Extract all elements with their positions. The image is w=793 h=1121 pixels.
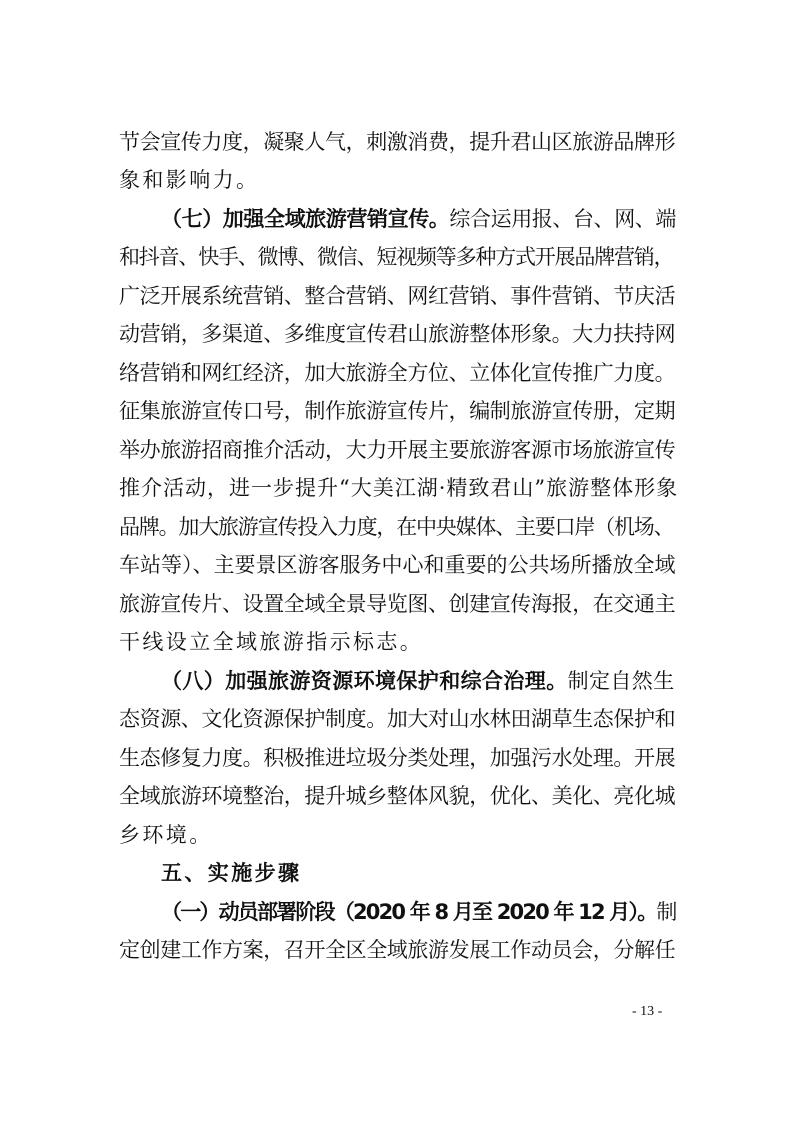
paragraph-line: 车站等）、主要景区游客服务中心和重要的公共场所播放全域 xyxy=(119,553,676,577)
section-8-text: 制定自然生 xyxy=(567,669,675,693)
subsection-1-text: 制 xyxy=(656,900,676,924)
section-7-first-line xyxy=(161,205,676,233)
paragraph-line: 旅游宣传片、设置全域全景导览图、创建宣传海报，在交通主 xyxy=(119,592,676,616)
section-7-heading: （七）加强全域旅游营销宣传。 xyxy=(161,207,450,231)
page-number: - 13 - xyxy=(632,1004,663,1019)
paragraph-line: 和抖音、快手、微博、微信、短视频等多种方式开展品牌营销， xyxy=(119,245,674,269)
paragraph-line: 广泛开展系统营销、整合营销、网红营销、事件营销、节庆活 xyxy=(119,284,676,308)
section-5-heading: 五、实施步骤 xyxy=(161,861,302,885)
paragraph-line: 动营销，多渠道、多维度宣传君山旅游整体形象。大力扶持网 xyxy=(119,322,676,346)
paragraph-line: 态资源、文化资源保护制度。加大对山水林田湖草生态保护和 xyxy=(119,707,676,731)
paragraph-line: 干线设立全域旅游指示标志。 xyxy=(119,630,424,654)
section-8-first-line xyxy=(161,667,675,695)
paragraph-line: 生态修复力度。积极推进垃圾分类处理，加强污水处理。开展 xyxy=(119,746,676,770)
paragraph-line: 品牌。加大旅游宣传投入力度，在中央媒体、主要口岸（机场、 xyxy=(119,515,674,539)
subsection-1-heading: （一）动员部署阶段（2020 年 8 月至 2020 年 12 月）。 xyxy=(161,900,657,924)
paragraph-line: 乡环境。 xyxy=(119,823,213,847)
paragraph-line: 全域旅游环境整治，提升城乡整体风貌，优化、美化、亮化城 xyxy=(119,784,676,808)
subsection-1-first-line xyxy=(161,898,676,926)
paragraph-line: 络营销和网红经济，加大旅游全方位、立体化宣传推广力度。 xyxy=(119,361,676,385)
paragraph-line: 征集旅游宣传口号，制作旅游宣传片，编制旅游宣传册，定期 xyxy=(119,399,676,423)
paragraph-line: 推介活动，进一步提升“大美江湖·精致君山”旅游整体形象 xyxy=(119,476,679,500)
paragraph-line: 举办旅游招商推介活动，大力开展主要旅游客源市场旅游宣传 xyxy=(119,438,676,462)
paragraph-line: 象和影响力。 xyxy=(119,168,260,192)
paragraph-line: 节会宣传力度，凝聚人气，刺激消费，提升君山区旅游品牌形 xyxy=(119,130,676,154)
section-7-text: 综合运用报、台、网、端 xyxy=(449,207,677,231)
paragraph-line: 定创建工作方案，召开全区全域旅游发展工作动员会，分解任 xyxy=(119,938,676,962)
section-8-heading: （八）加强旅游资源环境保护和综合治理。 xyxy=(161,669,568,693)
